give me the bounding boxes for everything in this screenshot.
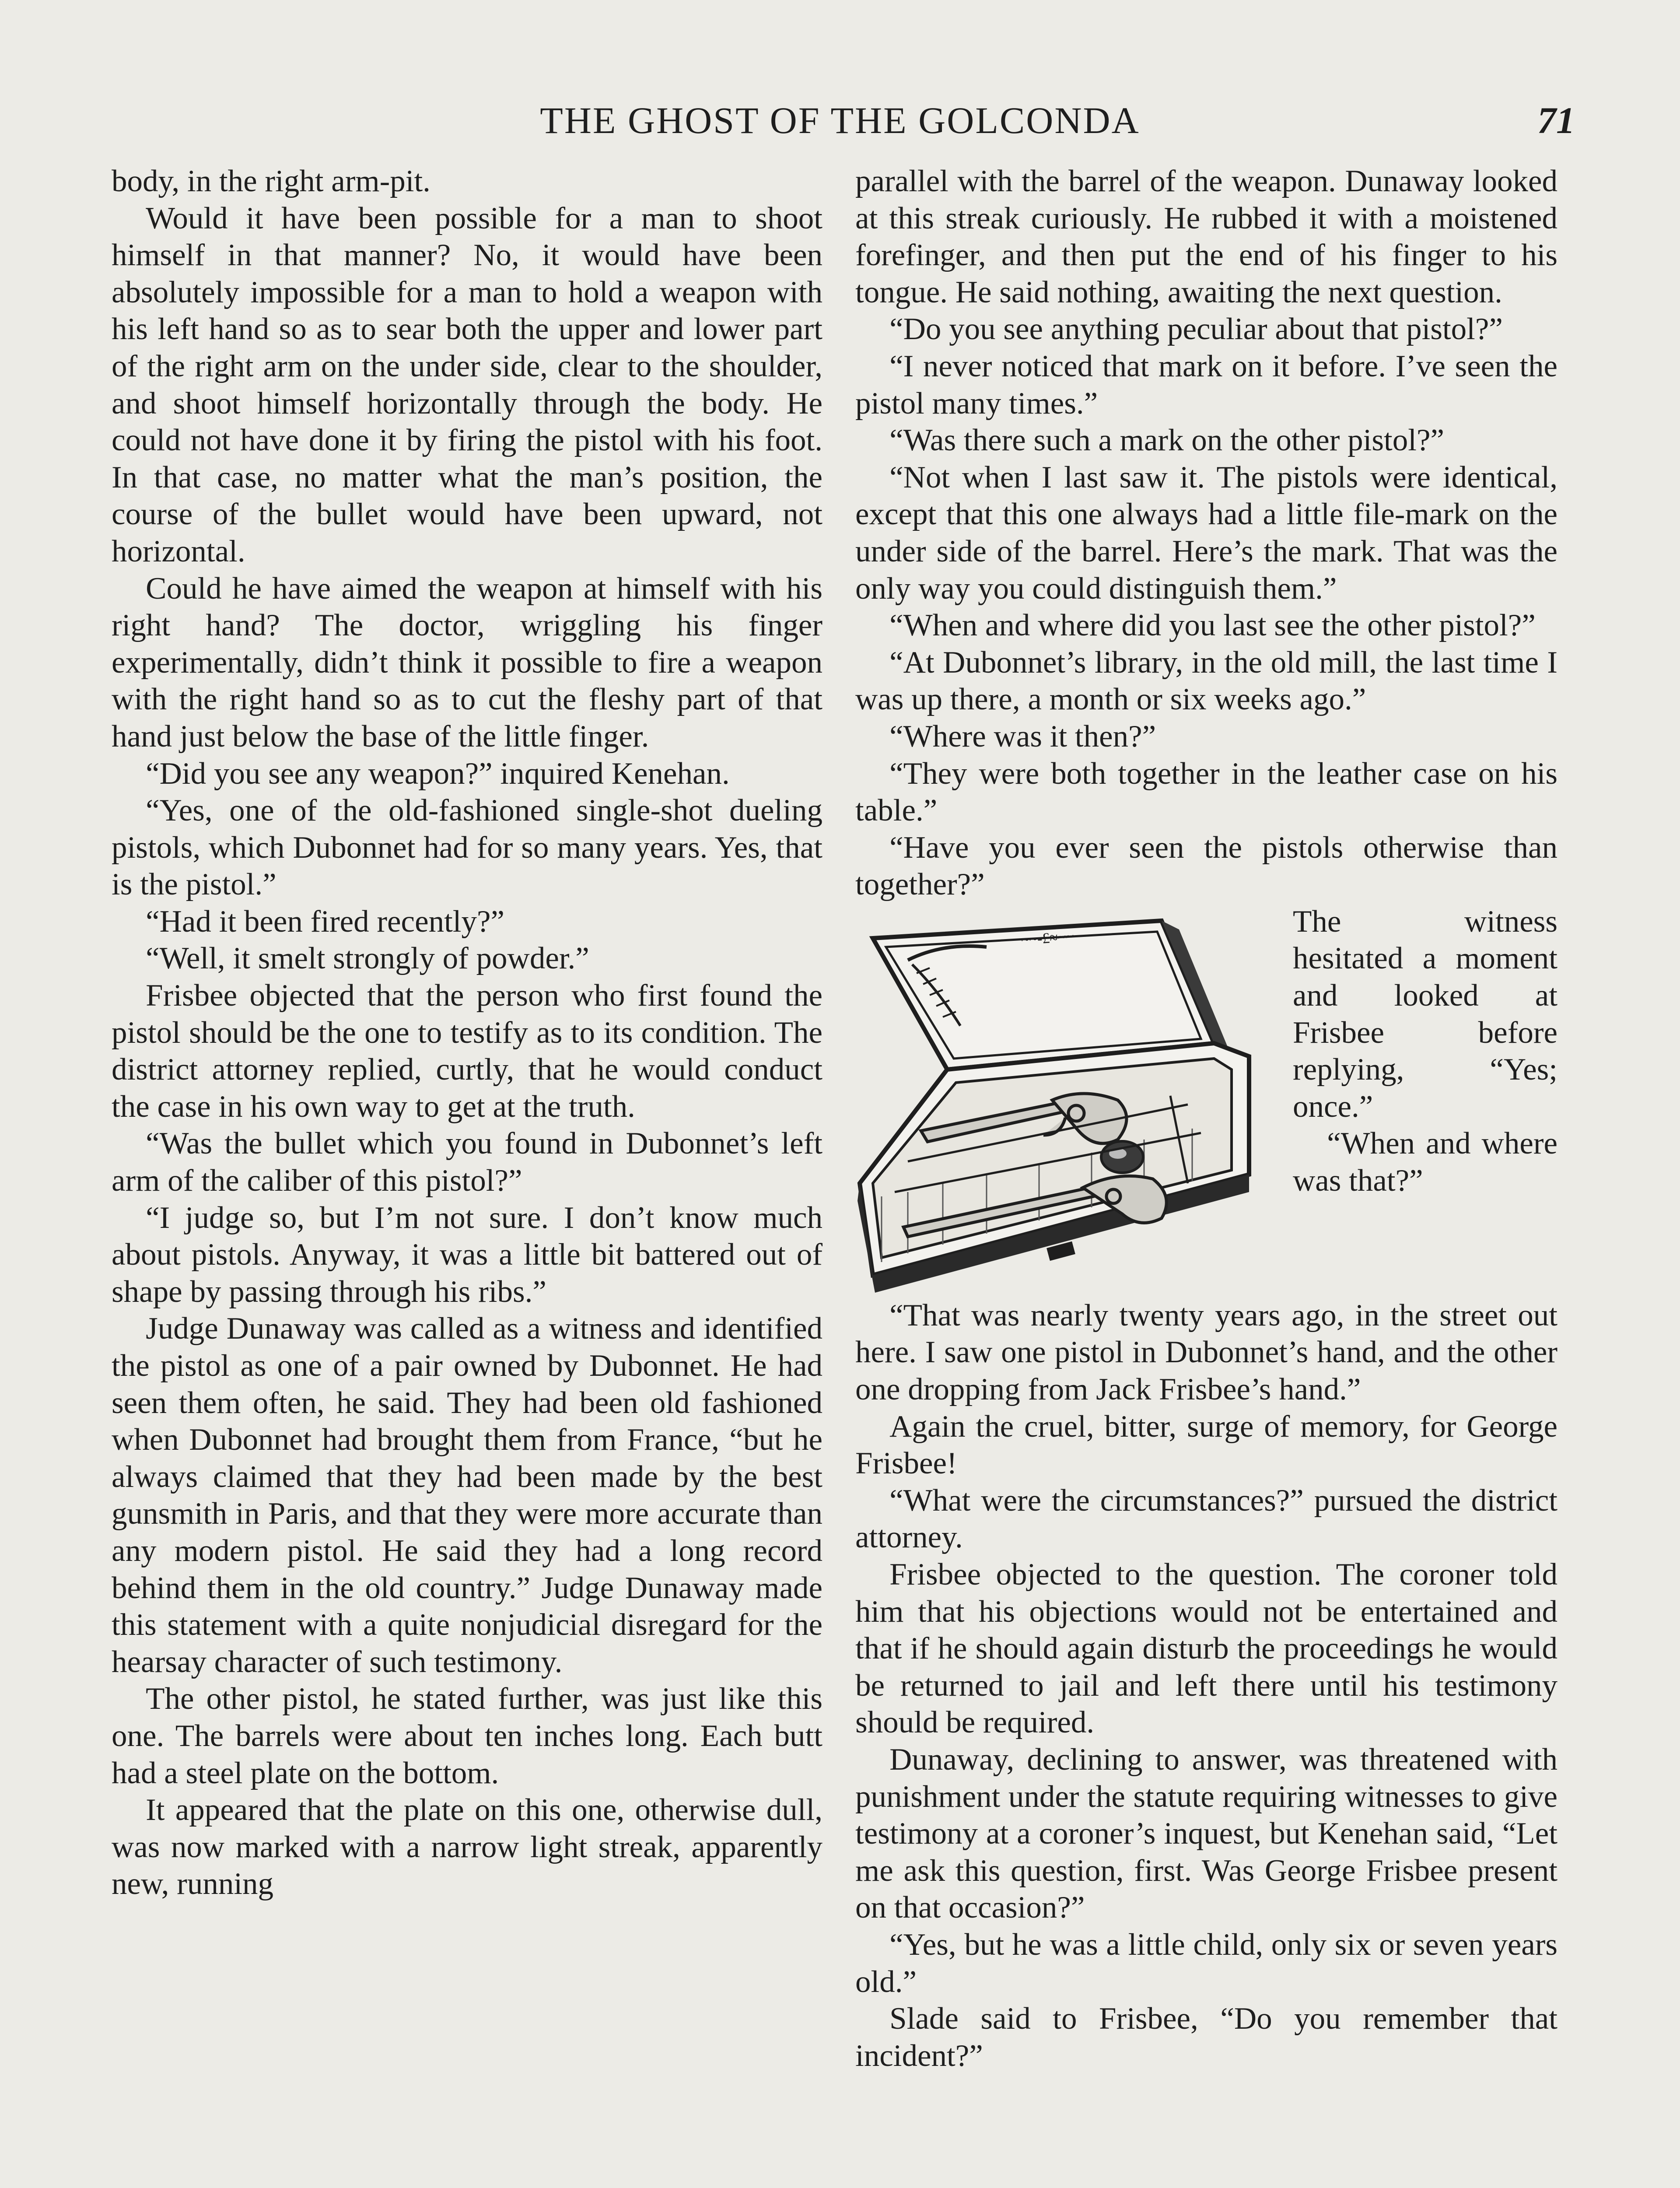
- paragraph: “Where was it then?”: [889, 719, 1156, 754]
- running-title: THE GHOST OF THE GOLCONDA: [540, 99, 1140, 141]
- paragraph: The other pistol, he stated further, was just like this one. The barrels were about ten inches long. Each butt had a steel plate on the bottom.: [112, 1682, 822, 1790]
- paragraph: “When and where did you last see the other pistol?”: [889, 608, 1536, 643]
- paragraph: Frisbee objected that the person who first found the pistol should be the one to testify as to its condition. The district attorney replied, curtly, that he would conduct the case in his own way to get at the truth.: [112, 978, 822, 1124]
- paragraph: “They were both together in the leather case on his table.”: [855, 756, 1558, 828]
- paragraph: “Yes, one of the old-fashioned single-shot dueling pistols, which Dubonnet had for so many years. Yes, that is the pistol.”: [112, 793, 822, 902]
- paragraph: “Do you see anything peculiar about that pistol?”: [889, 312, 1503, 347]
- paragraph: body, in the right arm-pit.: [112, 164, 430, 198]
- paragraph: “Had it been fired recently?”: [146, 904, 505, 939]
- paragraph: “Yes, but he was a little child, only six or seven years old.”: [855, 1927, 1558, 1999]
- paragraph: “Well, it smelt strongly of powder.”: [146, 941, 589, 976]
- paragraph: It appeared that the plate on this one, otherwise dull, was now marked with a narrow light streak, apparently new, running: [112, 1793, 822, 1901]
- paragraph: “I never noticed that mark on it before. I’ve seen the pistol many times.”: [855, 349, 1558, 421]
- paragraph: Frisbee objected to the question. The coroner told him that his objections would not be entertained and that if he should again disturb the proceedings he would be returned to jail and left there until his testimony should be required.: [855, 1557, 1558, 1740]
- pistol-case-illustration: [855, 912, 1275, 1293]
- paragraph: Again the cruel, bitter, surge of memory, for George Frisbee!: [855, 1409, 1558, 1481]
- paragraph: “Did you see any weapon?” inquired Kenehan.: [146, 756, 730, 791]
- running-header: [0, 96, 1680, 144]
- pistol-case-drawing: [855, 912, 1275, 1293]
- paragraph: Slade said to Frisbee, “Do you remember that incident?”: [855, 2002, 1558, 2073]
- paragraph: “What were the circumstances?” pursued the district attorney.: [855, 1483, 1558, 1555]
- paragraph: “I judge so, but I’m not sure. I don’t know much about pistols. Anyway, it was a little bit battered out of shape by passing through his ribs.”: [112, 1200, 822, 1309]
- paragraph: Dunaway, declining to answer, was threatened with punishment under the statute requiring witnesses to give testimony at a coroner’s inquest, but Kenehan said, “Let me ask this question, first. Was George Frisbee present on that occasion?”: [855, 1743, 1558, 1925]
- paragraph: Would it have been possible for a man to shoot himself in that manner? No, it would have been absolutely impossible for a man to hold a weapon with his left hand so as to sear both the upper and lower part of the right arm on the under side, clear to the shoulder, and shoot himself horizontally through the body. He could not have done it by firing the pistol with his foot. In that case, no matter what the man’s position, the course of the bullet would have been upward, not horizontal.: [112, 201, 822, 568]
- paragraph: “That was nearly twenty years ago, in the street out here. I saw one pistol in Dubonnet’s hand, and the other one dropping from Jack Frisbee’s hand.”: [855, 1298, 1558, 1407]
- paragraph: Could he have aimed the weapon at himself with his right hand? The doctor, wriggling his finger experimentally, didn’t think it possible to fire a weapon with the right hand so as to cut the fleshy part of that hand just below the base of the little finger.: [112, 571, 822, 754]
- paragraph: “Was there such a mark on the other pistol?”: [889, 423, 1444, 458]
- paragraph: “Have you ever seen the pistols otherwise than together?”: [855, 830, 1558, 902]
- paragraph: “Not when I last saw it. The pistols were identical, except that this one always had a little file-mark on the under side of the barrel. Here’s the mark. That was the only way you could distinguish them.”: [855, 460, 1558, 606]
- paragraph: parallel with the barrel of the weapon. Dunaway looked at this streak curiously. He rubbed it with a moistened forefinger, and then put the end of his finger to his tongue. He said nothing, awaiting the next question.: [855, 164, 1558, 309]
- left-column: [112, 163, 822, 1903]
- paragraph: Judge Dunaway was called as a witness and identified the pistol as one of a pair owned by Dubonnet. He had seen them often, he said. They had been old fashioned when Dubonnet had brought them from France, “but he always claimed that they had been made by the best gunsmith in Paris, and that they were more accurate than any modern pistol. He said they had a long record behind them in the old country.” Judge Dunaway made this statement with a quite nonjudicial disregard for the hearsay character of such testimony.: [112, 1311, 822, 1679]
- paragraph: “At Dubonnet’s library, in the old mill, the last time I was up there, a month or six weeks ago.”: [855, 645, 1558, 717]
- right-column: [855, 163, 1558, 2074]
- page-number: 71: [1537, 99, 1575, 141]
- svg-text:~~-£≈~~: ~~-£≈~~: [1020, 928, 1074, 948]
- paragraph: The witness hesitated a moment and looked at Frisbee before replying, “Yes; once.”: [1293, 904, 1558, 1124]
- paragraph: “When and where was that?”: [1293, 1126, 1558, 1198]
- paragraph: “Was the bullet which you found in Dubonnet’s left arm of the caliber of this pistol?”: [112, 1126, 822, 1198]
